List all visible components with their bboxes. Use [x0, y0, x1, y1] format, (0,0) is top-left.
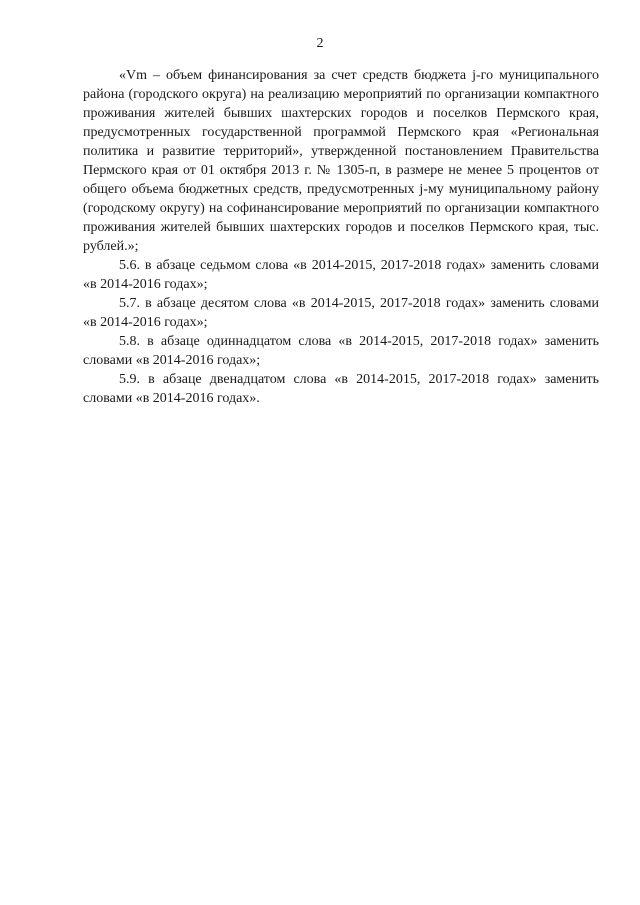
paragraph-item-5-9: 5.9. в абзаце двенадцатом слова «в 2014-2015, 2017-2018 годах» заменить словами «в 2014-2016 годах». — [83, 372, 599, 406]
paragraph-formula-definition: «Vm – объем финансирования за счет средств бюджета j-го муниципального района (городского округа) на реализацию мероприятий по организации компактного проживания жителей бывших шахтерских городов и поселков Пермского края, предусмотренных государственной программой Пермского края «Региональная политика и развитие территорий», утвержденной постановлением Правительства Пермского края от 01 октября 2013 г. № 1305-п, в размере не менее 5 процентов от общего объема бюджетных средств, предусмотренных j-му муниципальному району (городскому округу) на софинансирование мероприятий по организации компактного проживания жителей бывших шахтерских городов и поселков Пермского края, тыс. рублей.»; — [83, 68, 599, 254]
document-body — [83, 66, 599, 408]
paragraph-item-5-6: 5.6. в абзаце седьмом слова «в 2014-2015, 2017-2018 годах» заменить словами «в 2014-2016 годах»; — [83, 258, 599, 292]
paragraph-item-5-7: 5.7. в абзаце десятом слова «в 2014-2015, 2017-2018 годах» заменить словами «в 2014-2016 годах»; — [83, 296, 599, 330]
paragraph-item-5-8: 5.8. в абзаце одиннадцатом слова «в 2014-2015, 2017-2018 годах» заменить словами «в 2014-2016 годах»; — [83, 334, 599, 368]
page-number: 2 — [316, 36, 324, 51]
